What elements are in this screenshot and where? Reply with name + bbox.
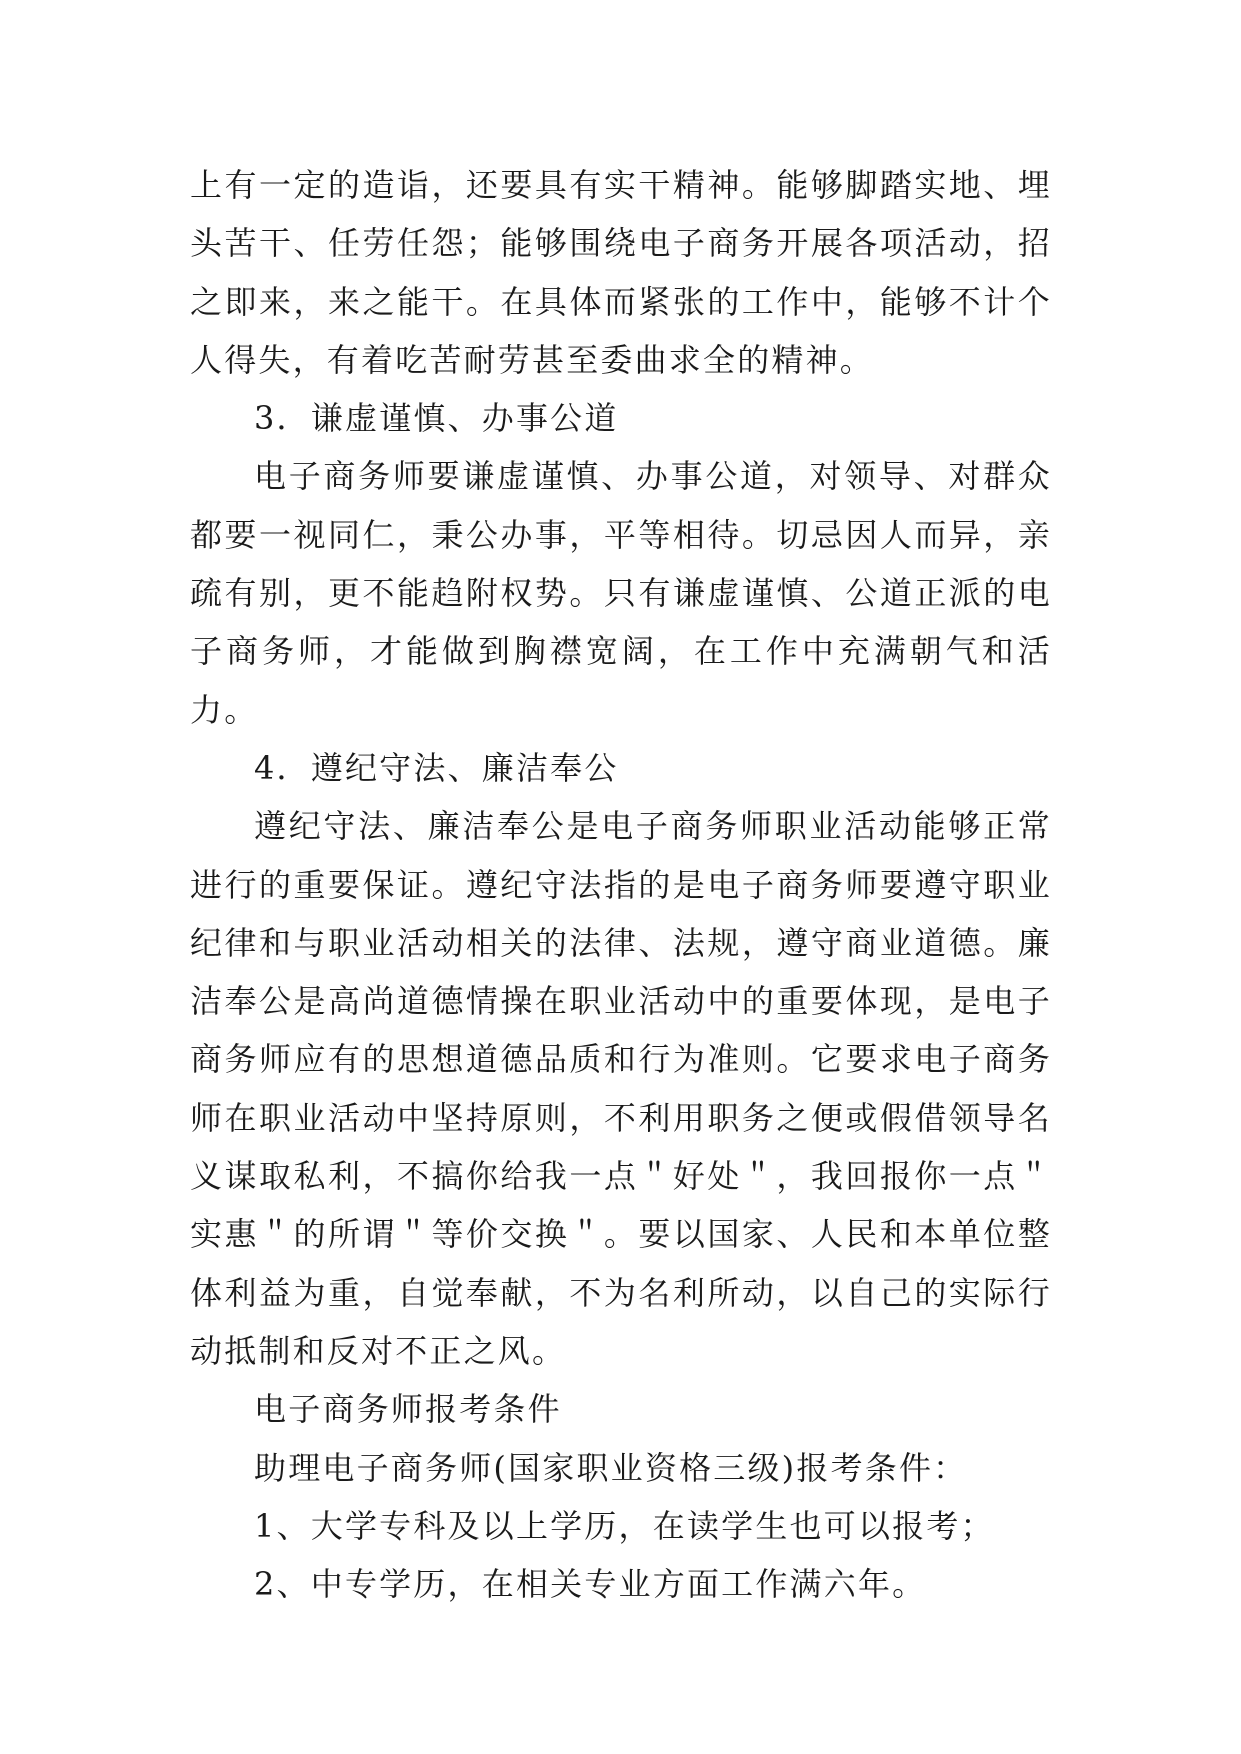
section-heading-exam-conditions: 电子商务师报考条件 [254, 1390, 562, 1429]
list-item-1: 1、大学专科及以上学历，在读学生也可以报考； [254, 1506, 995, 1545]
section-heading-3: 3．谦虚谨慎、办事公道 [254, 399, 619, 438]
paragraph-law-abiding: 遵纪守法、廉洁奉公是电子商务师职业活动能够正常进行的重要保证。遵纪守法指的是电子商务师要遵守职业纪律和与职业活动相关的法律、法规，遵守商业道德。廉洁奉公是高尚道德情操在职业活动中的重要体现，是电子商务师应有的思想道德品质和行为准则。它要求电子商务师在职业活动中坚持原则，不利用职务之便或假借领导名义谋取私利，不搞你给我一点＂好处＂，我回报你一点＂实惠＂的所谓＂等价交换＂。要以国家、人民和本单位整体利益为重，自觉奉献，不为名利所动，以自己的实际行动抵制和反对不正之风。 [190, 807, 1052, 1370]
paragraph-modesty: 电子商务师要谦虚谨慎、办事公道，对领导、对群众都要一视同仁，秉公办事，平等相待。切忌因人而异，亲疏有别，更不能趋附权势。只有谦虚谨慎、公道正派的电子商务师，才能做到胸襟宽阔，在工作中充满朝气和活力。 [190, 457, 1052, 729]
paragraph-assistant-level-conditions: 助理电子商务师(国家职业资格三级)报考条件： [254, 1448, 968, 1487]
paragraph-continuation: 上有一定的造诣，还要具有实干精神。能够脚踏实地、埋头苦干、任劳任怨；能够围绕电子商务开展各项活动，招之即来，来之能干。在具体而紧张的工作中，能够不计个人得失，有着吃苦耐劳甚至委曲求全的精神。 [190, 166, 1052, 379]
list-item-2: 2、中专学历，在相关专业方面工作满六年。 [254, 1565, 927, 1604]
section-heading-4: 4．遵纪守法、廉洁奉公 [254, 748, 619, 787]
document-body [190, 156, 1052, 1613]
